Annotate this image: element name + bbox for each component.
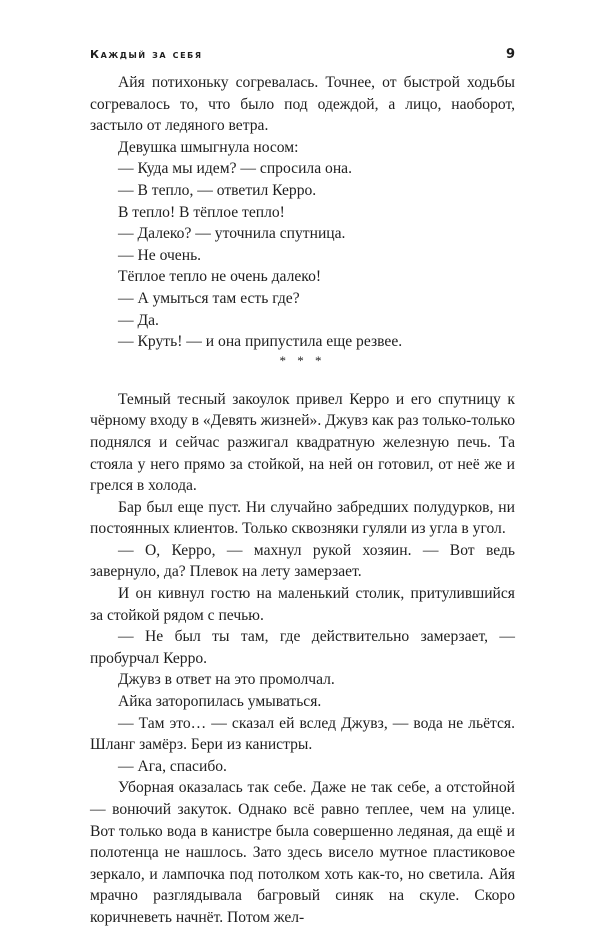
paragraph: Бар был еще пуст. Ни случайно забредших полудурков, ни постоянных клиентов. Только сквозняки гуляли из угла в угол. <box>90 498 515 538</box>
paragraph: И он кивнул гостю на маленький столик, притулившийся за стойкой рядом с печью. <box>90 585 515 624</box>
running-title: Каждый за себя <box>90 48 203 61</box>
paragraph: Тёплое тепло не очень далеко! <box>118 268 322 286</box>
paragraph: — Далеко? — уточнила спутница. <box>118 225 346 243</box>
paragraph: Девушка шмыгнула носом: <box>118 138 299 156</box>
paragraph: — А умыться там есть где? <box>118 289 300 307</box>
paragraph: — Не очень. <box>118 246 202 264</box>
paragraph: Айя потихоньку согревалась. Точнее, от быстрой ходьбы согревалось то, что было под одеждой, а лицо, наоборот, застыло от ледяного ветра. <box>90 74 515 135</box>
paragraph: Джувз в ответ на это промолчал. <box>118 671 335 689</box>
page-header <box>90 48 515 68</box>
page-number: 9 <box>505 47 515 62</box>
paragraph: — Не был ты там, где действительно замерзает, — пробурчал Керро. <box>90 628 515 667</box>
paragraph: — Ага, спасибо. <box>118 757 227 775</box>
paragraph: Уборная оказалась так себе. Даже не так себе, а отстойной — вонючий закуток. Однако всё равно теплее, чем на улице. Вот только вода в канистре была совершенно ледяная, да ещё и полотенца не нашлось. Зато здесь висело мутное пластиковое зеркало, и лампочка под потолком хоть как-то, но светила. Айя мрачно разглядывала багровый синяк на скуле. Скоро коричневеть начнёт. Потом жел- <box>90 779 515 926</box>
section-separator: * * * <box>279 352 326 368</box>
paragraph: — В тепло, — ответил Керро. <box>118 181 317 199</box>
paragraph: — Да. <box>118 311 159 329</box>
paragraph: — Там это… — сказал ей вслед Джувз, — вода не льётся. Шланг замёрз. Бери из канистры. <box>90 714 515 754</box>
paragraph: Айка заторопилась умываться. <box>118 693 322 711</box>
paragraph: — О, Керро, — махнул рукой хозяин. — Вот ведь завернуло, да? Плевок на лету замерзает. <box>90 541 515 581</box>
paragraph: — Куда мы идем? — спросила она. <box>118 160 352 178</box>
paragraph: Темный тесный закоулок привел Керро и его спутницу к чёрному входу в «Девять жизней». Джувз как раз только-только поднялся и сейчас разжигал квадратную железную печь. Та стояла у него прямо за стойкой, на ней он готовил, от неё же и грелся в холода. <box>90 390 515 495</box>
paragraph: В тепло! В тёплое тепло! <box>118 203 285 221</box>
body-text <box>90 72 515 929</box>
paragraph: — Круть! — и она припустила еще резвее. <box>118 333 403 351</box>
